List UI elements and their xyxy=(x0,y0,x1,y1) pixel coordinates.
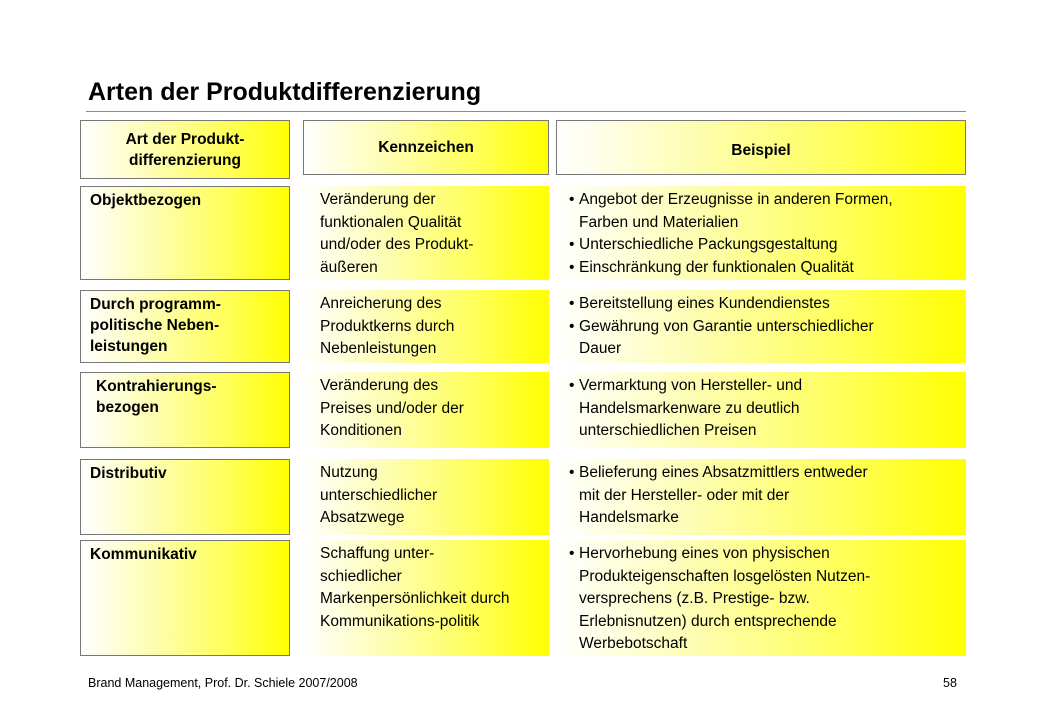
header-example-label: Beispiel xyxy=(731,142,791,159)
example-text: Unterschiedliche Packungsgestaltung xyxy=(579,236,838,253)
row-examples-distributiv xyxy=(556,459,966,535)
example-text: Vermarktung von Hersteller- und Handelsmarkenware zu deutlich unterschiedlichen Preisen xyxy=(579,377,803,439)
example-text: Einschränkung der funktionalen Qualität xyxy=(579,258,854,276)
row-description-kommunikativ: Schaffung unter- schiedlicher Markenpersönlichkeit durch Kommunikations-politik xyxy=(303,540,549,656)
row-label-distributiv: Distributiv xyxy=(80,459,290,535)
bullet-icon: • xyxy=(569,545,575,562)
list-item xyxy=(569,257,966,280)
list-item xyxy=(569,234,966,257)
row-label-kontrahierungsbezogen: Kontrahierungs- bezogen xyxy=(80,372,290,448)
slide-title: Arten der Produktdifferenzierung xyxy=(88,78,482,106)
row-label-objektbezogen: Objektbezogen xyxy=(80,186,290,280)
example-list xyxy=(569,543,966,656)
header-features-label: Kennzeichen xyxy=(378,139,474,156)
bullet-icon: • xyxy=(569,377,575,394)
footer-text: Brand Management, Prof. Dr. Schiele 2007/2008 xyxy=(88,676,358,690)
bullet-icon: • xyxy=(569,258,575,276)
bullet-icon: • xyxy=(569,464,575,481)
bullet-icon: • xyxy=(569,317,575,335)
example-list xyxy=(569,293,966,361)
example-text: Gewährung von Garantie unterschiedlicher Dauer xyxy=(579,317,874,357)
list-item xyxy=(569,375,966,443)
example-text: Hervorhebung eines von physischen Produkteigenschaften losgelösten Nutzen- versprechens (z.B. Prestige- bzw. Erlebnisnutzen) durch entsprechende Werbebotschaft xyxy=(579,545,871,652)
list-item xyxy=(569,316,966,361)
example-text: Belieferung eines Absatzmittlers entweder mit der Hersteller- oder mit der Handelsmarke xyxy=(579,464,868,526)
header-type-label: Art der Produkt- differenzierung xyxy=(125,130,245,169)
row-description-nebenleistungen: Anreicherung des Produktkerns durch Nebenleistungen xyxy=(303,290,549,363)
row-description-objektbezogen: Veränderung der funktionalen Qualität und/oder des Produkt- äußeren xyxy=(303,186,549,280)
row-examples-objektbezogen xyxy=(556,186,966,280)
bullet-icon: • xyxy=(569,295,575,312)
list-item xyxy=(569,189,966,234)
row-description-kontrahierungsbezogen: Veränderung des Preises und/oder der Konditionen xyxy=(303,372,549,448)
example-list xyxy=(569,462,966,530)
example-list xyxy=(569,375,966,443)
row-label-kommunikativ: Kommunikativ xyxy=(80,540,290,656)
bullet-icon: • xyxy=(569,236,575,253)
row-examples-nebenleistungen xyxy=(556,290,966,363)
example-list xyxy=(569,189,966,279)
row-description-distributiv: Nutzung unterschiedlicher Absatzwege xyxy=(303,459,549,535)
row-examples-kommunikativ xyxy=(556,540,966,656)
title-divider xyxy=(86,111,966,112)
bullet-icon: • xyxy=(569,191,575,208)
row-label-nebenleistungen: Durch programm- politische Neben- leistungen xyxy=(80,290,290,363)
header-type xyxy=(80,120,290,179)
list-item xyxy=(569,462,966,530)
header-features xyxy=(303,120,549,175)
page-number: 58 xyxy=(943,676,957,690)
header-example xyxy=(556,120,966,175)
row-examples-kontrahierungsbezogen xyxy=(556,372,966,448)
example-text: Angebot der Erzeugnisse in anderen Formen, Farben und Materialien xyxy=(579,191,893,231)
list-item xyxy=(569,543,966,656)
list-item xyxy=(569,293,966,316)
example-text: Bereitstellung eines Kundendienstes xyxy=(579,295,830,312)
